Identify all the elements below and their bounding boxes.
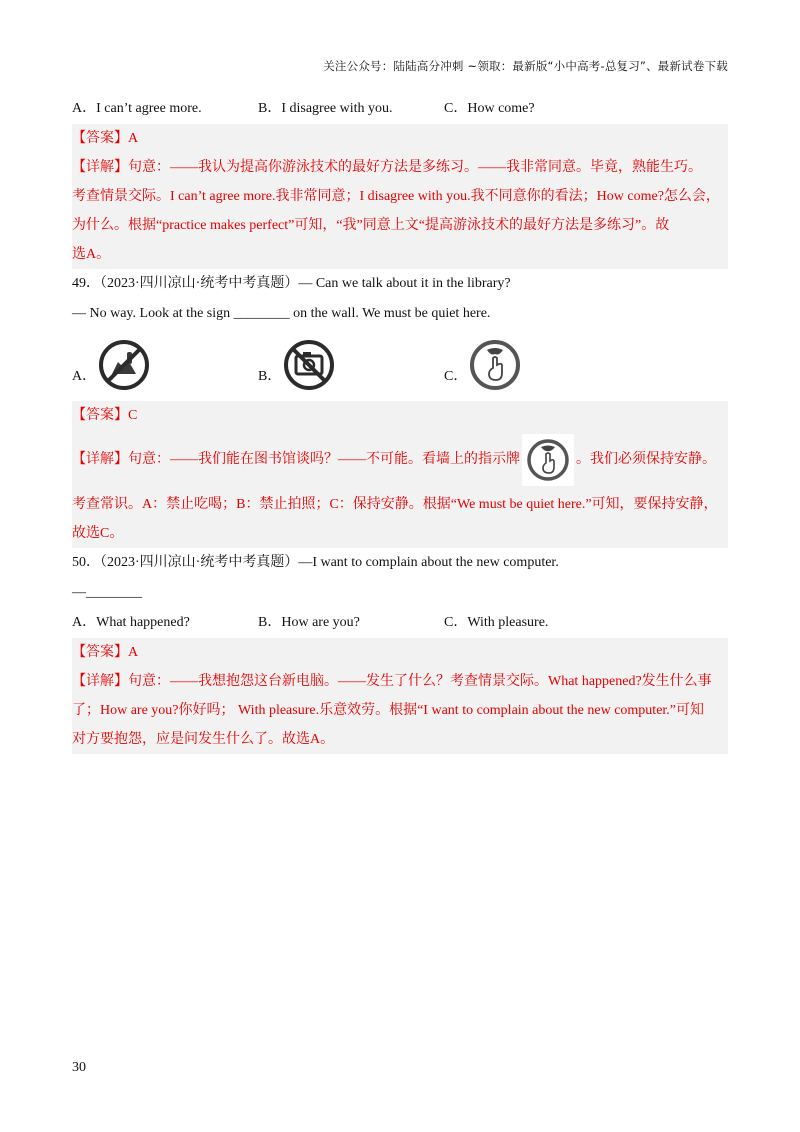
q48-option-b <box>258 94 444 124</box>
q49-option-c <box>444 334 521 396</box>
quiet-sign-icon <box>469 334 521 396</box>
detail-line: 考查情景交际。I can’t agree more.我非常同意；I disagree with you.我不同意你的看法；How come?怎么会， <box>72 189 720 204</box>
answer-label: 【答案】A <box>72 131 139 146</box>
q48-answer-block <box>72 124 728 269</box>
answer-label: 【答案】C <box>72 408 138 423</box>
page-body <box>72 94 728 754</box>
q50-stem-line2: —________ <box>72 585 142 600</box>
detail-line: 为什么。根据“practice makes perfect”可知，“我”同意上文“提高游泳技术的最好方法是多练习”。故 <box>72 218 670 233</box>
option-text: I can’t agree more. <box>96 101 202 116</box>
q48-options <box>72 94 728 124</box>
q49-answer-block <box>72 401 728 548</box>
answer-label: 【答案】A <box>72 645 139 660</box>
q50-option-a <box>72 608 258 638</box>
option-text: How come? <box>467 101 535 116</box>
q48-option-c <box>444 94 535 124</box>
quiet-sign-icon <box>522 434 574 486</box>
option-text: What happened? <box>96 615 190 630</box>
q48-option-a <box>72 94 258 124</box>
q50-option-b <box>258 608 444 638</box>
stem-text: on the wall. We must be quiet here. <box>289 306 491 321</box>
option-key: A． <box>72 369 97 384</box>
q49-option-a <box>72 334 258 396</box>
detail-line: 考查常识。A：禁止吃喝；B：禁止拍照；C：保持安静。根据“We must be quiet here.”可知，要保持安静， <box>72 497 718 512</box>
option-text: I disagree with you. <box>281 101 393 116</box>
q49-stem-line2 <box>72 299 728 329</box>
stem-text: — No way. Look at the sign <box>72 306 234 321</box>
q50-option-c <box>444 608 548 638</box>
answer-blank: ________ <box>233 306 290 321</box>
option-text: With pleasure. <box>467 615 549 630</box>
detail-line: 了；How are you?你好吗； With pleasure.乐意效劳。根据“I want to complain about the new computer.”可知 <box>72 703 705 718</box>
q49-stem: 49．（2023·四川凉山·统考中考真题）— Can we talk about it in the library? <box>72 276 511 291</box>
detail-text: 。我们必须保持安静。 <box>576 452 716 467</box>
option-key: B． <box>258 615 282 630</box>
q50-answer-block <box>72 638 728 754</box>
detail-line: 对方要抱怨，应是问发生什么了。故选A。 <box>72 732 335 747</box>
detail-line: 【详解】句意：——我想抱怨这台新电脑。——发生了什么？考查情景交际。What happened?发生什么事 <box>72 674 712 689</box>
q49-options <box>72 329 728 401</box>
no-photo-sign-icon <box>283 334 335 396</box>
option-key: C． <box>444 369 468 384</box>
option-key: C． <box>444 101 468 116</box>
option-key: B． <box>258 101 282 116</box>
detail-line: 故选C。 <box>72 526 124 541</box>
page-header: 关注公众号：陆陆高分冲刺 ~领取：最新版“小中高考-总复习”、最新试卷下载 <box>323 59 728 73</box>
detail-line: 选A。 <box>72 247 111 262</box>
q50-stem: 50．（2023·四川凉山·统考中考真题）—I want to complain about the new computer. <box>72 555 559 570</box>
q50-options <box>72 608 728 638</box>
option-key: B． <box>258 369 282 384</box>
option-key: A． <box>72 101 97 116</box>
detail-line: 【详解】句意：——我认为提高你游泳技术的最好方法是多练习。——我非常同意。毕竟，熟能生巧。 <box>72 160 702 175</box>
page-number: 30 <box>72 1060 86 1075</box>
detail-text: 【详解】句意：——我们能在图书馆谈吗？——不可能。看墙上的指示牌 <box>72 452 520 467</box>
option-text: How are you? <box>281 615 360 630</box>
no-eating-sign-icon <box>98 334 150 396</box>
q49-option-b <box>258 334 444 396</box>
option-key: C． <box>444 615 468 630</box>
detail-line <box>72 430 728 490</box>
option-key: A． <box>72 615 97 630</box>
